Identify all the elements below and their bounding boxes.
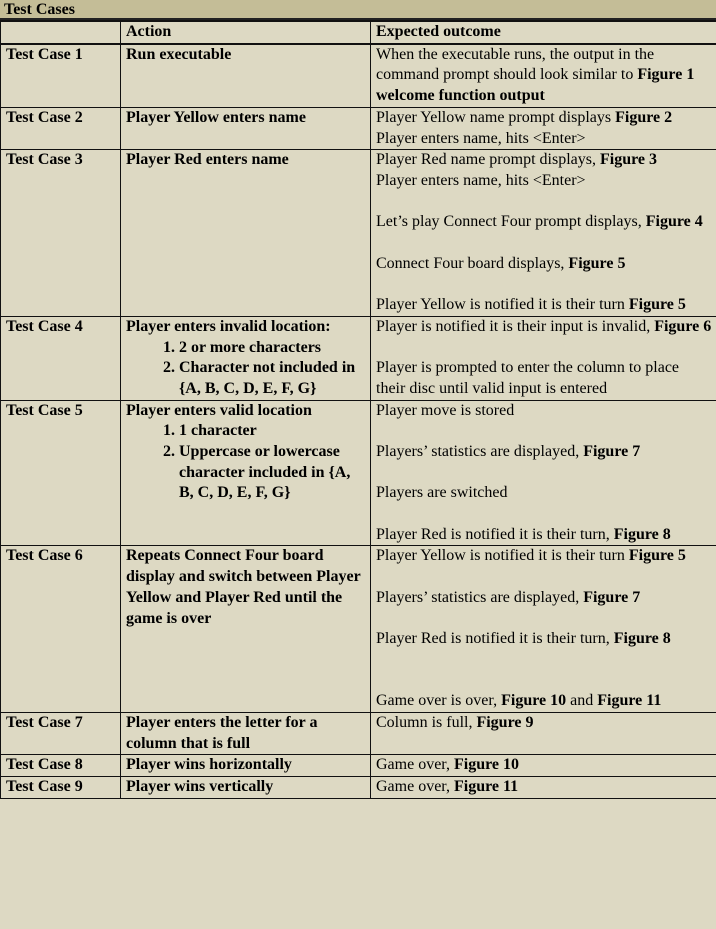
table-row [1,316,716,400]
outcome-paragraph [376,755,712,776]
test-case-id: Test Case 2 [1,107,121,149]
test-case-expected-outcome [371,713,716,755]
figure-reference: Figure 8 [613,630,671,648]
table-row [1,44,716,108]
outcome-paragraph [376,588,712,609]
figure-reference: Figure 6 [654,317,712,335]
outcome-paragraph [376,483,712,504]
outcome-text: When the executable runs, the output in the command prompt should look similar to [376,45,655,84]
outcome-text: Player enters name, hits <Enter> [376,171,586,189]
test-case-action [121,44,371,108]
figure-reference: Figure 7 [583,588,641,606]
action-item-list [126,338,366,400]
figure-reference: Figure 7 [583,443,641,460]
test-case-expected-outcome [371,777,716,799]
test-case-id: Test Case 3 [1,150,121,317]
outcome-text: Player Yellow name prompt displays [376,108,616,126]
table-row [1,777,716,799]
test-case-expected-outcome [371,546,716,713]
outcome-text: Game over, [376,778,454,796]
test-case-action [121,400,371,546]
figure-reference: Figure 8 [613,525,671,543]
outcome-paragraph [376,401,712,422]
test-case-expected-outcome [371,150,716,317]
outcome-text: Player Red name prompt displays, [376,151,600,169]
figure-reference: Figure 9 [476,714,534,732]
outcome-paragraph [376,317,712,338]
header-action: Action [121,21,371,44]
outcome-paragraph [376,129,712,150]
header-outcome: Expected outcome [371,21,716,44]
outcome-paragraph [376,254,712,275]
figure-reference: Figure 11 [597,692,662,710]
outcome-text: Let’s play Connect Four prompt displays, [376,213,646,231]
action-text: Repeats Connect Four board display and switch between Player Yellow and Player Red until the game is over [126,547,361,627]
table-body [1,44,716,799]
test-case-action [121,316,371,400]
action-text: Player wins vertically [126,778,274,796]
action-item: 1. 1 character [179,421,366,442]
action-text: Run executable [126,45,232,63]
table-row [1,713,716,755]
test-case-expected-outcome [371,316,716,400]
figure-reference: Figure 5 [628,547,686,565]
action-text: Player enters invalid location: [126,317,331,335]
action-text: Player enters the letter for a column that is full [126,714,318,752]
action-text: Player enters valid location [126,401,312,419]
test-case-id: Test Case 6 [1,546,121,713]
table-row [1,546,716,713]
outcome-paragraph [376,358,712,399]
outcome-text: Players’ statistics are displayed, [376,443,584,460]
action-item: 2. Uppercase or lowercase character included in {A, B, C, D, E, F, G} [179,442,366,504]
outcome-text: Player is prompted to enter the column to place their disc until valid input is entered [376,359,680,397]
figure-reference: Figure 1 welcome function output [376,66,695,105]
outcome-paragraph [376,212,712,233]
test-case-expected-outcome [371,107,716,149]
outcome-paragraph [376,45,712,107]
outcome-text: and [566,692,598,710]
outcome-paragraph [376,171,712,192]
header-test [1,21,121,44]
outcome-paragraph [376,108,712,129]
action-text: Player Red enters name [126,151,289,169]
test-case-action [121,107,371,149]
action-item: 1. 2 or more characters [179,338,366,359]
outcome-text: Player Yellow is notified it is their turn [376,547,629,565]
table-row [1,107,716,149]
outcome-text: Players are switched [376,484,508,502]
figure-reference: Figure 10 [454,756,520,774]
outcome-paragraph [376,691,712,712]
action-text: Player wins horizontally [126,756,292,774]
table-row [1,150,716,317]
outcome-paragraph [376,525,712,546]
test-case-id: Test Case 5 [1,400,121,546]
outcome-text: Player Red is notified it is their turn, [376,630,614,648]
outcome-text: Game over is over, [376,692,502,710]
outcome-paragraph [376,777,712,798]
test-cases-table [0,20,716,799]
outcome-text: Players’ statistics are displayed, [376,588,584,606]
test-case-action [121,777,371,799]
outcome-text: Player Red is notified it is their turn, [376,525,614,543]
test-case-action [121,713,371,755]
outcome-text: Player move is stored [376,401,515,419]
figure-reference: Figure 5 [628,296,686,314]
figure-reference: Figure 4 [645,213,703,231]
outcome-paragraph [376,629,712,650]
test-case-id: Test Case 8 [1,755,121,777]
test-case-id: Test Case 4 [1,316,121,400]
test-case-id: Test Case 9 [1,777,121,799]
test-case-action [121,755,371,777]
figure-reference: Figure 10 [501,692,567,710]
action-item-list [126,421,366,504]
outcome-paragraph [376,671,712,692]
table-row [1,400,716,546]
header-row [1,21,716,44]
figure-reference: Figure 2 [615,108,673,126]
table-row [1,755,716,777]
test-case-action [121,150,371,317]
outcome-paragraph [376,713,712,734]
outcome-text: Player Yellow is notified it is their turn [376,296,629,314]
outcome-text: Player enters name, hits <Enter> [376,129,586,147]
outcome-paragraph [376,295,712,316]
figure-reference: Figure 11 [454,778,519,796]
test-case-id: Test Case 7 [1,713,121,755]
outcome-text: Game over, [376,756,454,774]
test-case-expected-outcome [371,755,716,777]
action-text: Player Yellow enters name [126,108,306,126]
outcome-text: Column is full, [376,714,477,732]
test-case-action [121,546,371,713]
outcome-paragraph [376,442,712,463]
outcome-paragraph [376,150,712,171]
outcome-paragraph [376,546,712,567]
test-case-expected-outcome [371,400,716,546]
outcome-text: Player is notified it is their input is invalid, [376,317,655,335]
table-title: Test Cases [0,0,716,20]
figure-reference: Figure 5 [568,254,626,272]
outcome-text: Connect Four board displays, [376,254,569,272]
test-case-id: Test Case 1 [1,44,121,108]
action-item: 2. Character not included in {A, B, C, D, E, F, G} [179,358,366,399]
test-case-expected-outcome [371,44,716,108]
figure-reference: Figure 3 [599,151,657,169]
